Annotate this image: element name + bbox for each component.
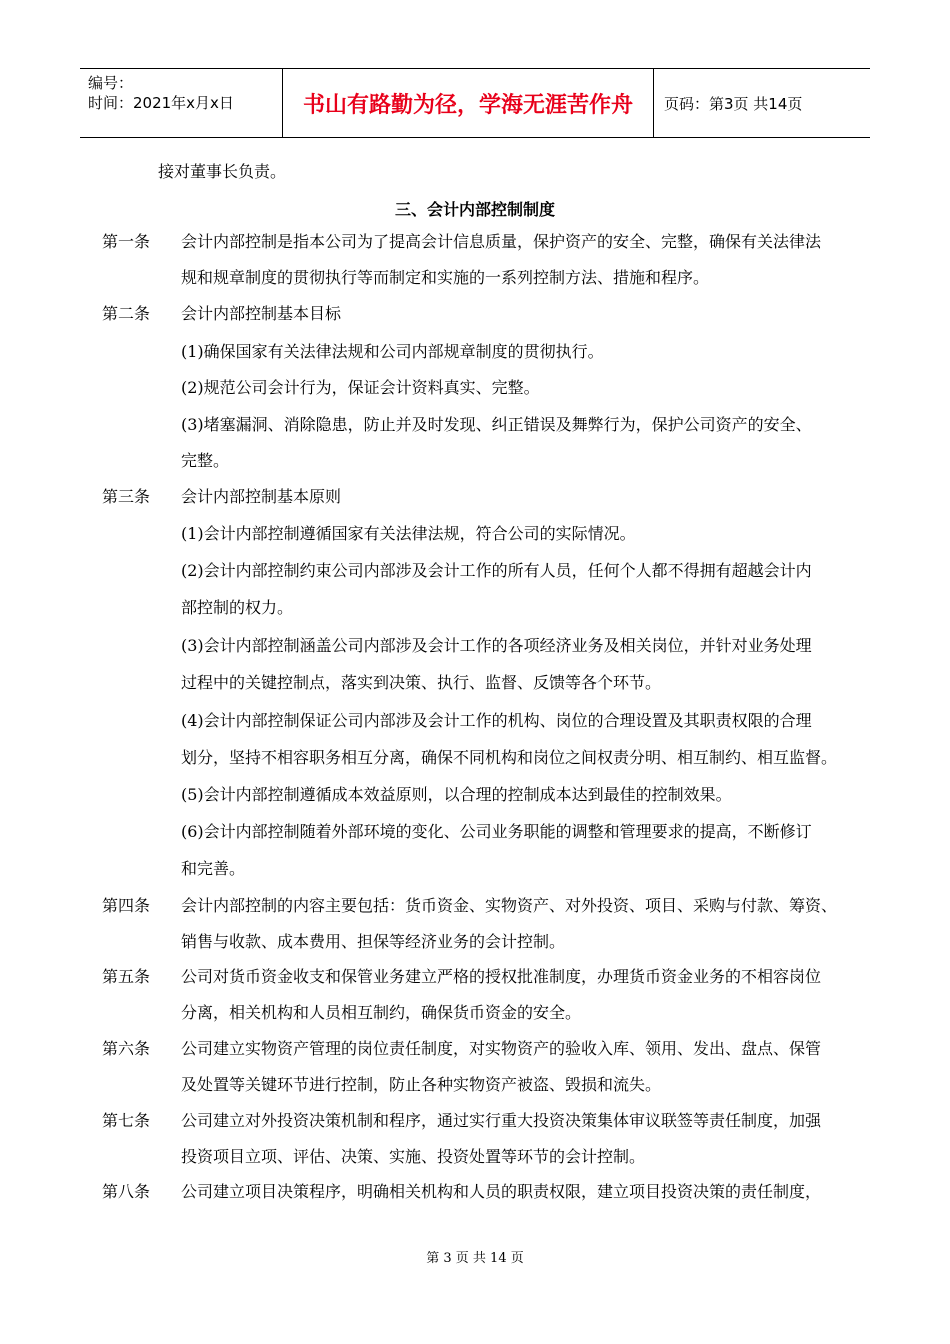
article-label: 第五条 [102,967,151,986]
article-line: 会计内部控制是指本公司为了提高会计信息质量，保护资产的安全、完整，确保有关法律法 [181,232,822,251]
header-meta [80,69,282,137]
article-line: 部控制的权力。 [181,598,294,617]
article-line: (1)确保国家有关法律法规和公司内部规章制度的贯彻执行。 [181,342,604,361]
article-line: (2)会计内部控制约束公司内部涉及会计工作的所有人员，任何个人都不得拥有超越会计内 [181,561,812,580]
article-line: 及处置等关键环节进行控制，防止各种实物资产被盗、毁损和流失。 [181,1075,662,1094]
article-line: 和完善。 [181,859,246,878]
motto: 书山有路勤为径，学海无涯苦作舟 [282,69,654,137]
page-code: 页码：第3页 共14页 [664,94,803,113]
serial-label: 编号： [88,74,134,92]
article-line: (3)堵塞漏洞、消除隐患，防止并及时发现、纠正错误及舞弊行为，保护公司资产的安全、 [181,415,812,434]
article-line: (1)会计内部控制遵循国家有关法律法规，符合公司的实际情况。 [181,524,636,543]
article-line: 过程中的关键控制点，落实到决策、执行、监督、反馈等各个环节。 [181,673,662,692]
article-label: 第七条 [102,1111,151,1130]
article-line: (4)会计内部控制保证公司内部涉及会计工作的机构、岗位的合理设置及其职责权限的合理 [181,711,812,730]
article-label: 第三条 [102,487,151,506]
article-line: (5)会计内部控制遵循成本效益原则，以合理的控制成本达到最佳的控制效果。 [181,785,732,804]
article-line: (2)规范公司会计行为，保证会计资料真实、完整。 [181,378,540,397]
header-table [80,68,870,138]
article-label: 第一条 [102,232,151,251]
article-line: 会计内部控制基本原则 [181,487,342,506]
article-label: 第六条 [102,1039,151,1058]
time-label: 时间：2021年x月x日 [88,94,234,112]
article-line: (3)会计内部控制涵盖公司内部涉及会计工作的各项经济业务及相关岗位，并针对业务处理 [181,636,812,655]
article-line: 公司建立对外投资决策机制和程序，通过实行重大投资决策集体审议联签等责任制度，加强 [181,1111,822,1130]
article-line: 公司建立项目决策程序，明确相关机构和人员的职责权限，建立项目投资决策的责任制度， [181,1182,822,1201]
article-line: 投资项目立项、评估、决策、实施、投资处置等环节的会计控制。 [181,1147,646,1166]
page-footer: 第 3 页 共 14 页 [426,1251,524,1266]
article-line: 公司对货币资金收支和保管业务建立严格的授权批准制度，办理货币资金业务的不相容岗位 [181,967,822,986]
article-line: 会计内部控制基本目标 [181,304,342,323]
article-line: 公司建立实物资产管理的岗位责任制度，对实物资产的验收入库、领用、发出、盘点、保管 [181,1039,822,1058]
intro-line: 接对董事长负责。 [158,162,287,181]
section-title: 三、会计内部控制制度 [394,200,555,219]
article-label: 第二条 [102,304,151,323]
article-line: 完整。 [181,451,230,470]
article-label: 第八条 [102,1182,151,1201]
article-line: 销售与收款、成本费用、担保等经济业务的会计控制。 [181,932,566,951]
article-line: 会计内部控制的内容主要包括：货币资金、实物资产、对外投资、项目、采购与付款、筹资、 [181,896,838,915]
article-line: 分离，相关机构和人员相互制约，确保货币资金的安全。 [181,1003,582,1022]
article-line: (6)会计内部控制随着外部环境的变化、公司业务职能的调整和管理要求的提高，不断修订 [181,822,812,841]
article-label: 第四条 [102,896,151,915]
article-line: 划分，坚持不相容职务相互分离，确保不同机构和岗位之间权责分明、相互制约、相互监督。 [181,748,838,767]
article-line: 规和规章制度的贯彻执行等而制定和实施的一系列控制方法、措施和程序。 [181,268,710,287]
